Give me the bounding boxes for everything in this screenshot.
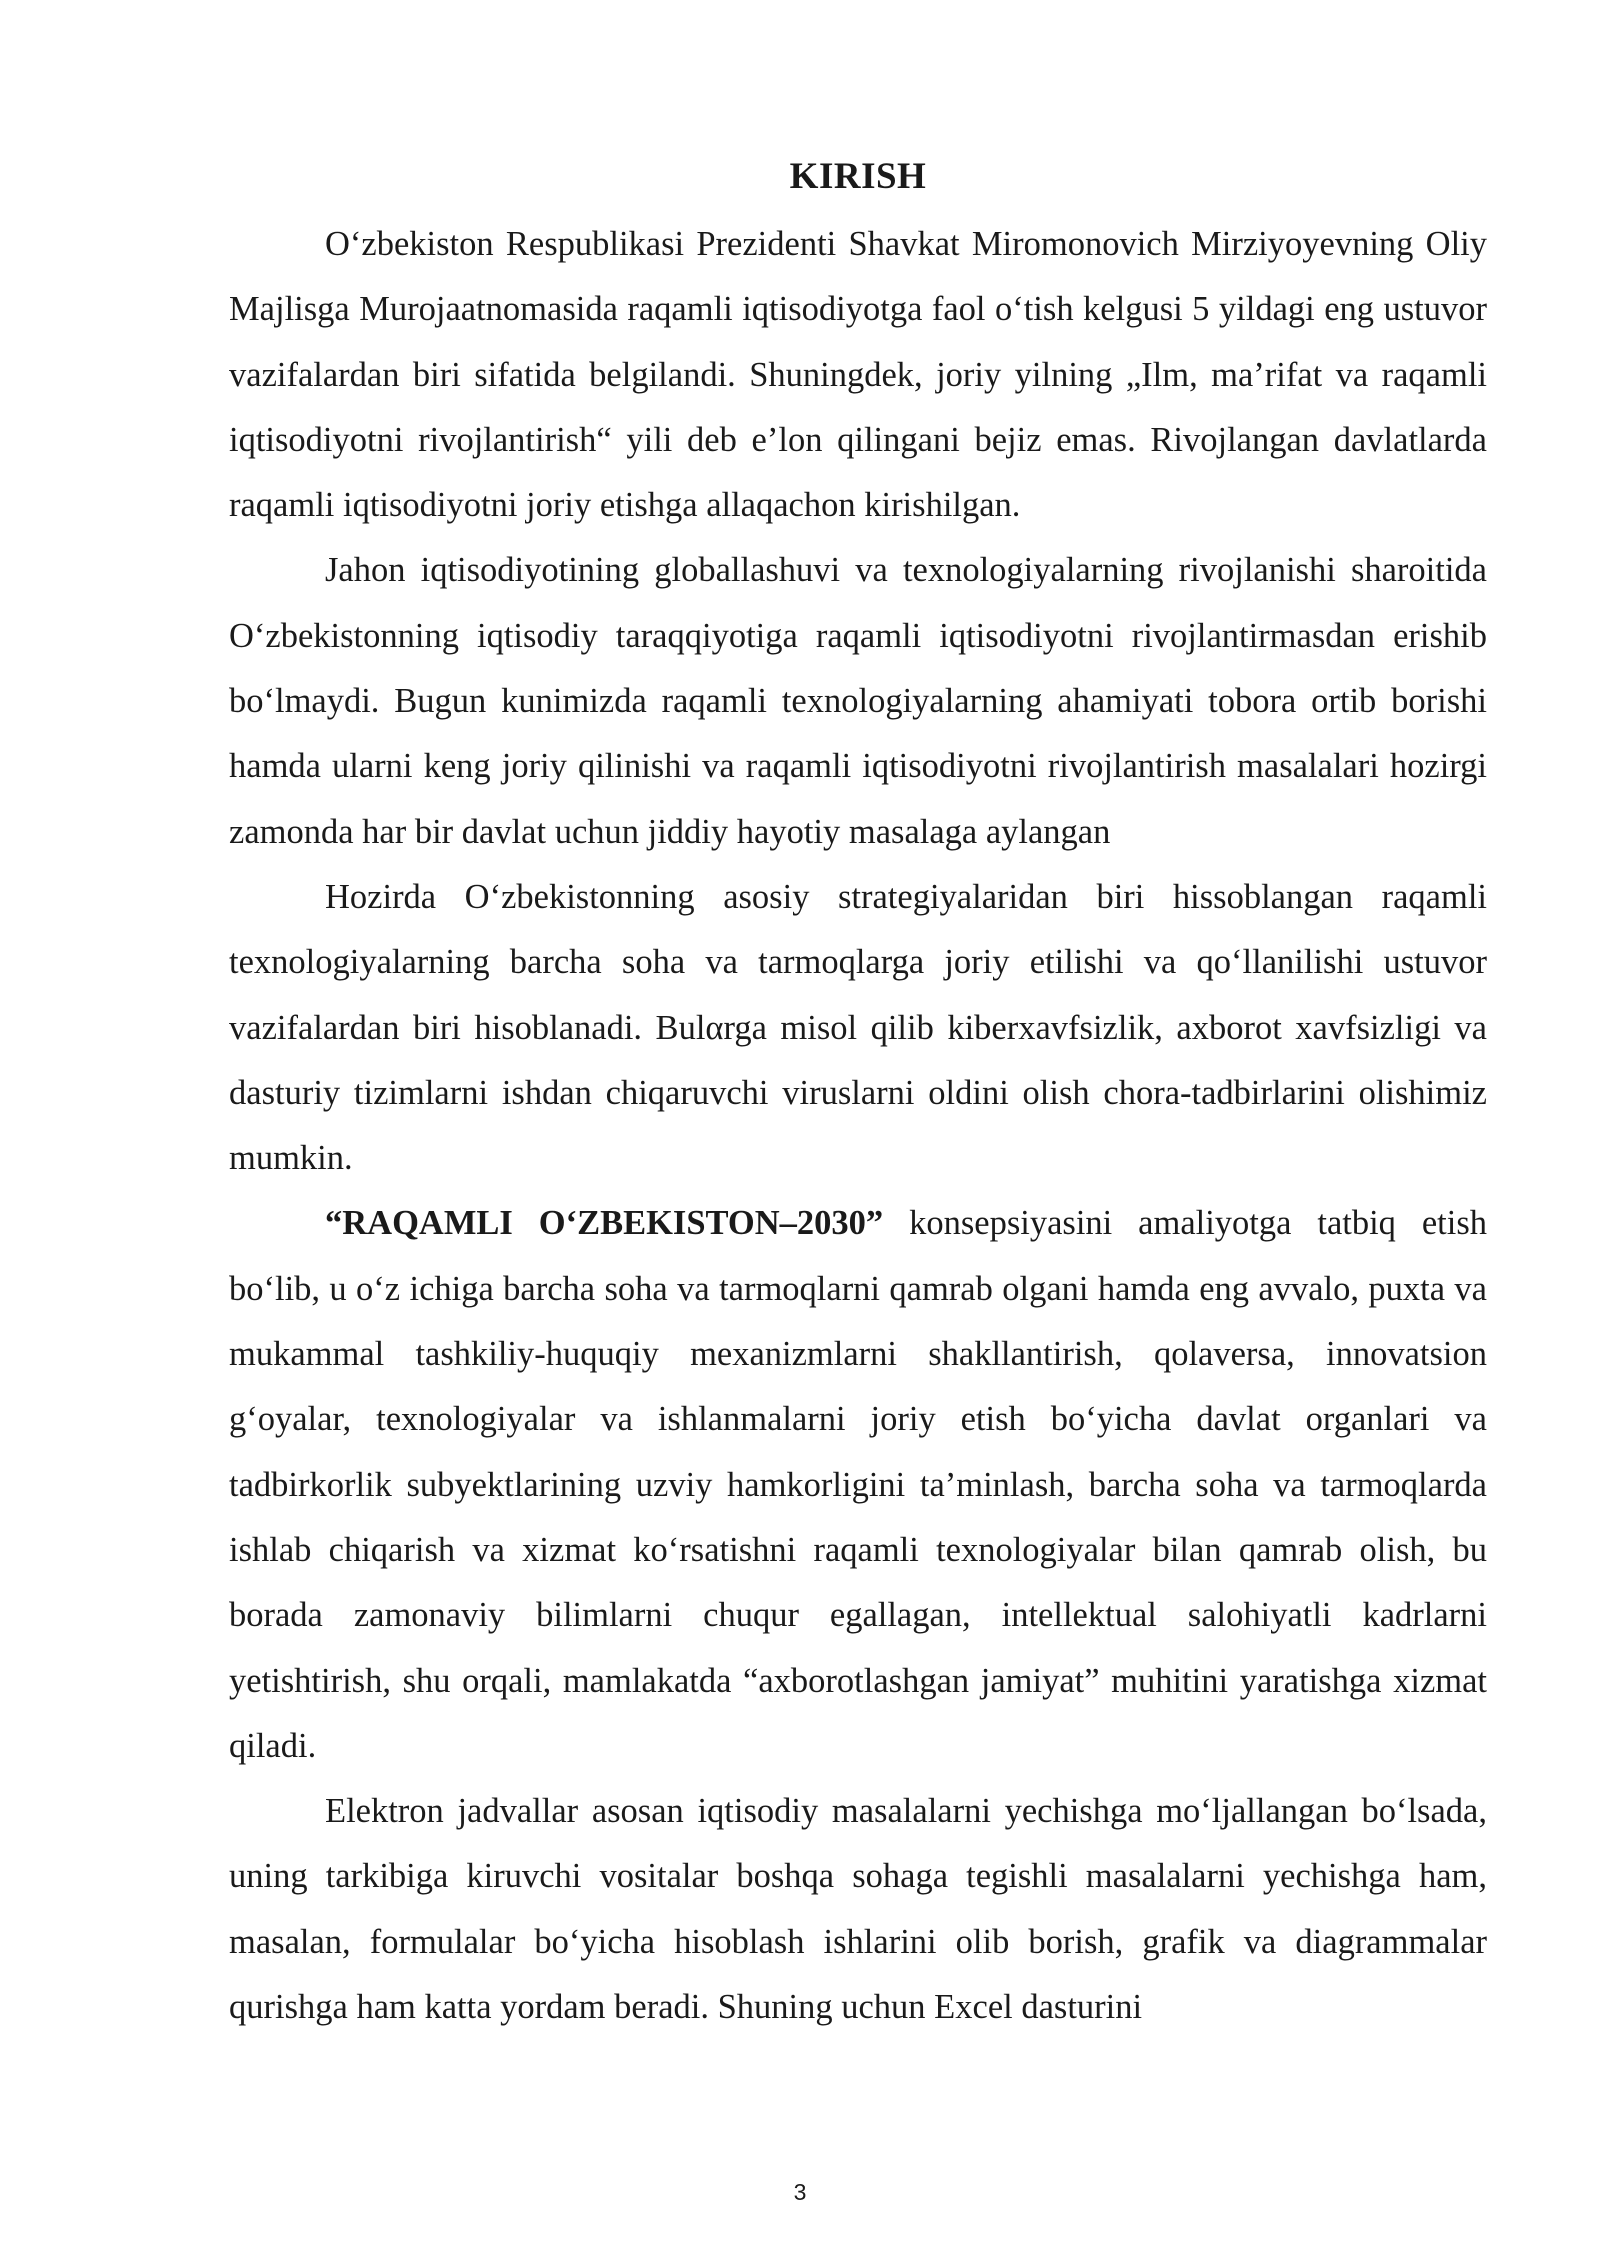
document-body — [229, 148, 1487, 2040]
page-title: KIRISH — [789, 156, 927, 197]
paragraph-5: Elektron jadvallar asosan iqtisodiy masalalarni yechishga mo‘ljallangan bo‘lsada, uning tarkibiga kiruvchi vositalar boshqa sohaga tegishli masalalarni yechishga ham, masalan, formulalar bo‘yicha hisoblash ishlarini olib borish, grafik va diagrammalar qurishga ham katta yordam beradi. Shuning uchun Excel dasturini — [229, 1792, 1487, 2027]
paragraph-4 — [229, 1191, 1487, 1779]
page-number: 3 — [793, 2179, 807, 2205]
paragraph-3: Hozirda O‘zbekistonning asosiy strategiyalaridan biri hissoblangan raqamli texnologiyalarning barcha soha va tarmoqlarga joriy etilishi va qo‘llanilishi ustuvor vazifalardan biri hisoblanadi. Bulαrga misol qilib kiberxavfsizlik, axborot xavfsizligi va dasturiy tizimlarni ishdan chiqaruvchi viruslarni oldini olish chora-tadbirlarini olishimiz mumkin. — [229, 877, 1487, 1178]
concept-title: “RAQAMLI O‘ZBEKISTON–2030” — [325, 1204, 884, 1243]
paragraph-1: O‘zbekiston Respublikasi Prezidenti Shavkat Miromonovich Mirziyoyevning Oliy Majlisga Murojaatnomasida raqamli iqtisodiyotga faol o‘tish kelgusi 5 yildagi eng ustuvor vazifalardan biri sifatida belgilandi. Shuningdek, joriy yilning „Ilm, ma’rifat va raqamli iqtisodiyotni rivojlantirish“ yili deb e’lon qilingani bejiz emas. Rivojlangan davlatlarda raqamli iqtisodiyotni joriy etishga allaqachon kirishilgan. — [229, 225, 1487, 525]
paragraph-4-text: konsepsiyasini amaliyotga tatbiq etish bo‘lib, u o‘z ichiga barcha soha va tarmoqlarni qamrab olgani hamda eng avvalo, puxta va mukammal tashkiliy-huquqiy mexanizmlarni shakllantirish, qolaversa, innovatsion g‘oyalar, texnologiyalar va ishlanmalarni joriy etish bo‘yicha davlat organlari va tadbirkorlik subyektlarining uzviy hamkorligini ta’minlash, barcha soha va tarmoqlarda ishlab chiqarish va xizmat ko‘rsatishni raqamli texnologiyalar bilan qamrab olish, bu borada zamonaviy bilimlarni chuqur egallagan, intellektual salohiyatli kadrlarni yetishtirish, shu orqali, mamlakatda “axborotlashgan jamiyat” muhitini yaratishga xizmat qiladi. — [229, 1204, 1487, 1765]
paragraph-2: Jahon iqtisodiyotining globallashuvi va texnologiyalarning rivojlanishi sharoitida O‘zbekistonning iqtisodiy taraqqiyotiga raqamli iqtisodiyotni rivojlantirmasdan erishib bo‘lmaydi. Bugun kunimizda raqamli texnologiyalarning ahamiyati tobora ortib borishi hamda ularni keng joriy qilinishi va raqamli iqtisodiyotni rivojlantirish masalalari hozirgi zamonda har bir davlat uchun jiddiy hayotiy masalaga aylangan — [229, 551, 1487, 851]
